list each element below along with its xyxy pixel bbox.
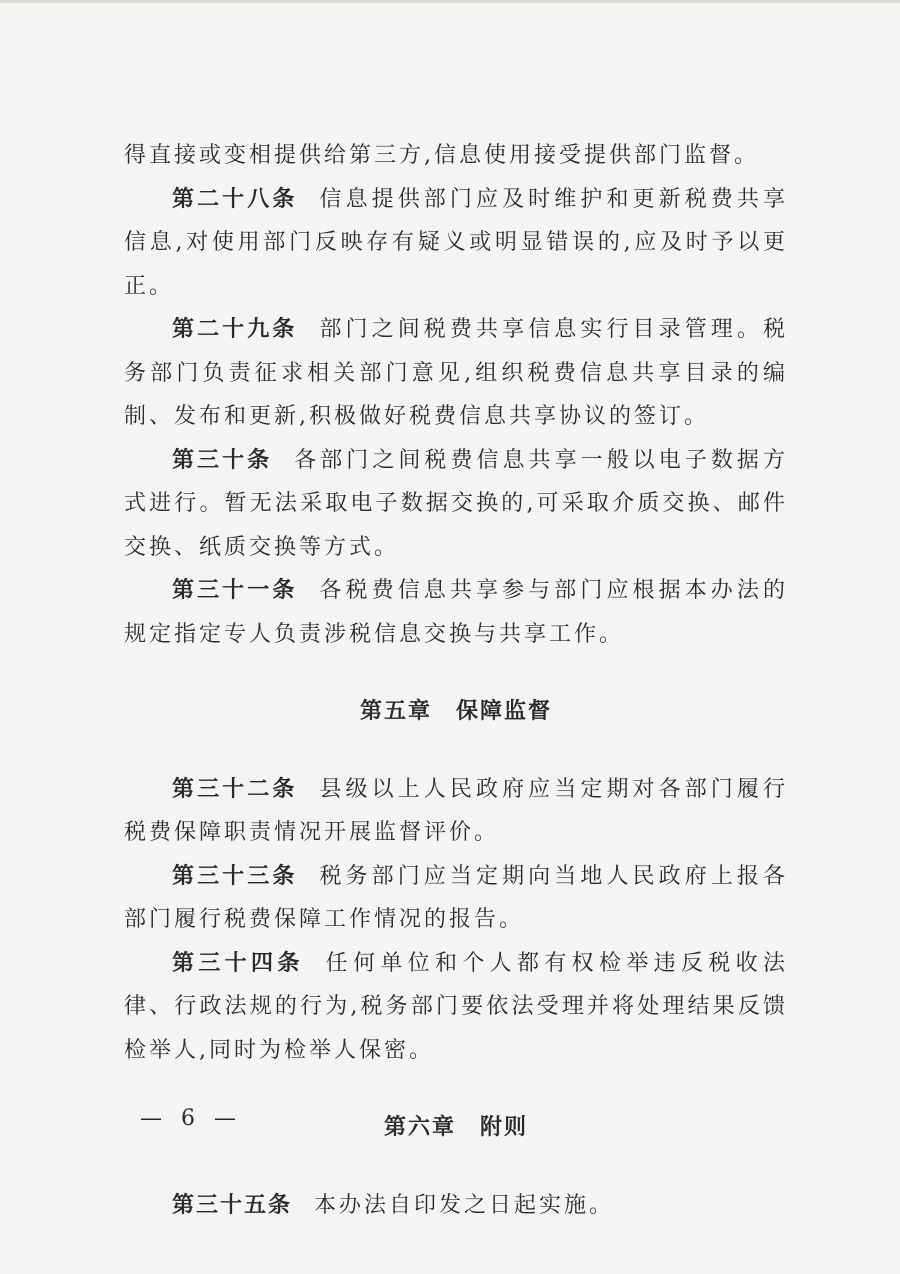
- scan-edge: [0, 0, 900, 3]
- page-body: [124, 134, 788, 1227]
- article-text: 信息提供部门应及时维护和更新税费共享信息,对使用部门反映存有疑义或明显错误的,应及时予以更正。: [124, 186, 788, 299]
- continuation-text: 得直接或变相提供给第三方,信息使用接受提供部门监督。: [124, 143, 759, 168]
- article-34: [124, 942, 788, 1073]
- chapter-number: 第六章: [383, 1115, 456, 1140]
- article-29: [124, 308, 788, 439]
- chapter-heading-5: [124, 690, 788, 734]
- article-label: 第二十八条: [172, 186, 298, 212]
- article-label: 第三十条: [172, 447, 273, 473]
- article-30: [124, 439, 788, 570]
- article-label: 第三十三条: [172, 863, 298, 889]
- articles-group-b: [124, 768, 788, 1073]
- articles-group-a: [124, 178, 788, 657]
- article-text: 任何单位和个人都有权检举违反税收法律、行政法规的行为,税务部门要依法受理并将处理结果反馈检举人,同时为检举人保密。: [124, 950, 788, 1063]
- article-35: [124, 1184, 788, 1228]
- article-label: 第二十九条: [172, 317, 298, 342]
- chapter-title: 附则: [480, 1115, 529, 1140]
- article-text: 税务部门应当定期向当地人民政府上报各部门履行税费保障工作情况的报告。: [124, 863, 788, 932]
- article-label: 第三十一条: [172, 578, 298, 603]
- article-text: 本办法自印发之日起实施。: [314, 1192, 615, 1218]
- article-label: 第三十四条: [172, 950, 304, 976]
- article-label: 第三十二条: [172, 776, 298, 802]
- article-text: 各税费信息共享参与部门应根据本办法的规定指定专人负责涉税信息交换与共享工作。: [124, 578, 788, 647]
- articles-group-c: [124, 1184, 788, 1228]
- article-text: 县级以上人民政府应当定期对各部门履行税费保障职责情况开展监督评价。: [124, 776, 788, 845]
- chapter-number: 第五章: [359, 699, 432, 724]
- article-32: [124, 768, 788, 855]
- article-label: 第三十五条: [172, 1192, 293, 1218]
- article-text: 部门之间税费共享信息实行目录管理。税务部门负责征求相关部门意见,组织税费信息共享目录的编制、发布和更新,积极做好税费信息共享协议的签订。: [124, 317, 788, 429]
- article-31: [124, 569, 788, 656]
- article-33: [124, 855, 788, 942]
- article-28: [124, 178, 788, 309]
- article-text: 各部门之间税费信息共享一般以电子数据方式进行。暂无法采取电子数据交换的,可采取介质交换、邮件交换、纸质交换等方式。: [124, 447, 788, 560]
- page-number: — 6 —: [140, 1106, 242, 1131]
- chapter-title: 保障监督: [456, 699, 553, 724]
